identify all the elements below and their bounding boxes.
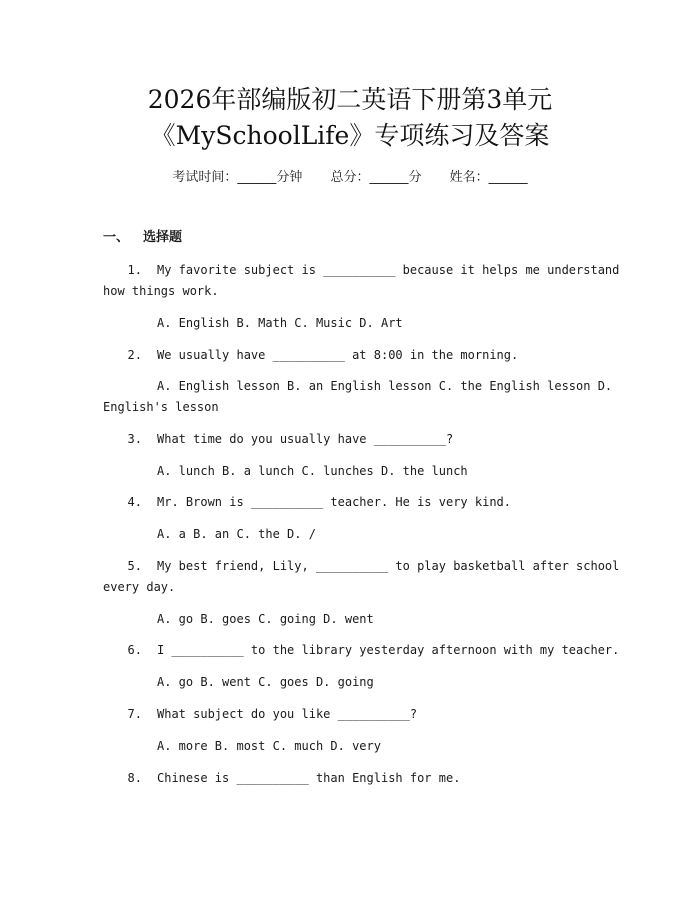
question-options-continued: English's lesson [103, 400, 219, 414]
question-options: A. a B. an C. the D. / [157, 527, 316, 541]
exam-name-field: 姓名：______ [449, 170, 528, 185]
question-stem: What time do you usually have __________? [157, 432, 454, 446]
question-stem: I __________ to the library yesterday afternoon with my teacher. [157, 643, 620, 657]
question-options: A. English B. Math C. Music D. Art [157, 316, 403, 330]
document-title-line-1: 2026年部编版初二英语下册第3单元 [147, 85, 553, 114]
question-stem: We usually have __________ at 8:00 in the morning. [157, 348, 519, 362]
exam-score-field: 总分：______分 [330, 170, 422, 185]
exam-info [0, 169, 700, 187]
question-options: A. go B. goes C. going D. went [157, 612, 374, 626]
question-stem: What subject do you like __________? [157, 707, 418, 721]
question-number: 6. [127, 643, 142, 657]
question-options: A. English lesson B. an English lesson C. the English lesson D. [157, 379, 613, 393]
document-title-line-2: 《MySchoolLife》专项练习及答案 [150, 121, 550, 150]
question-number: 4. [127, 495, 142, 509]
question-number: 3. [127, 432, 142, 446]
section-number: 一、 [103, 230, 130, 245]
question-number: 2. [127, 348, 142, 362]
question-options: A. lunch B. a lunch C. lunches D. the lunch [157, 464, 468, 478]
question-options: A. go B. went C. goes D. going [157, 675, 374, 689]
question-stem: Mr. Brown is __________ teacher. He is very kind. [157, 495, 512, 509]
question-stem: My favorite subject is __________ because it helps me understand [157, 263, 620, 277]
question-stem: Chinese is __________ than English for me. [157, 771, 461, 785]
question-number: 8. [127, 771, 142, 785]
question-number: 1. [127, 263, 142, 277]
question-number: 5. [127, 559, 142, 573]
section-heading [103, 229, 182, 247]
question-number: 7. [127, 707, 142, 721]
question-stem-continued: how things work. [103, 284, 219, 298]
question-options: A. more B. most C. much D. very [157, 739, 381, 753]
section-title: 选择题 [143, 230, 183, 245]
question-stem-continued: every day. [103, 580, 176, 594]
question-stem: My best friend, Lily, __________ to play basketball after school [157, 559, 620, 573]
exam-time-field: 考试时间：______分钟 [172, 170, 303, 185]
